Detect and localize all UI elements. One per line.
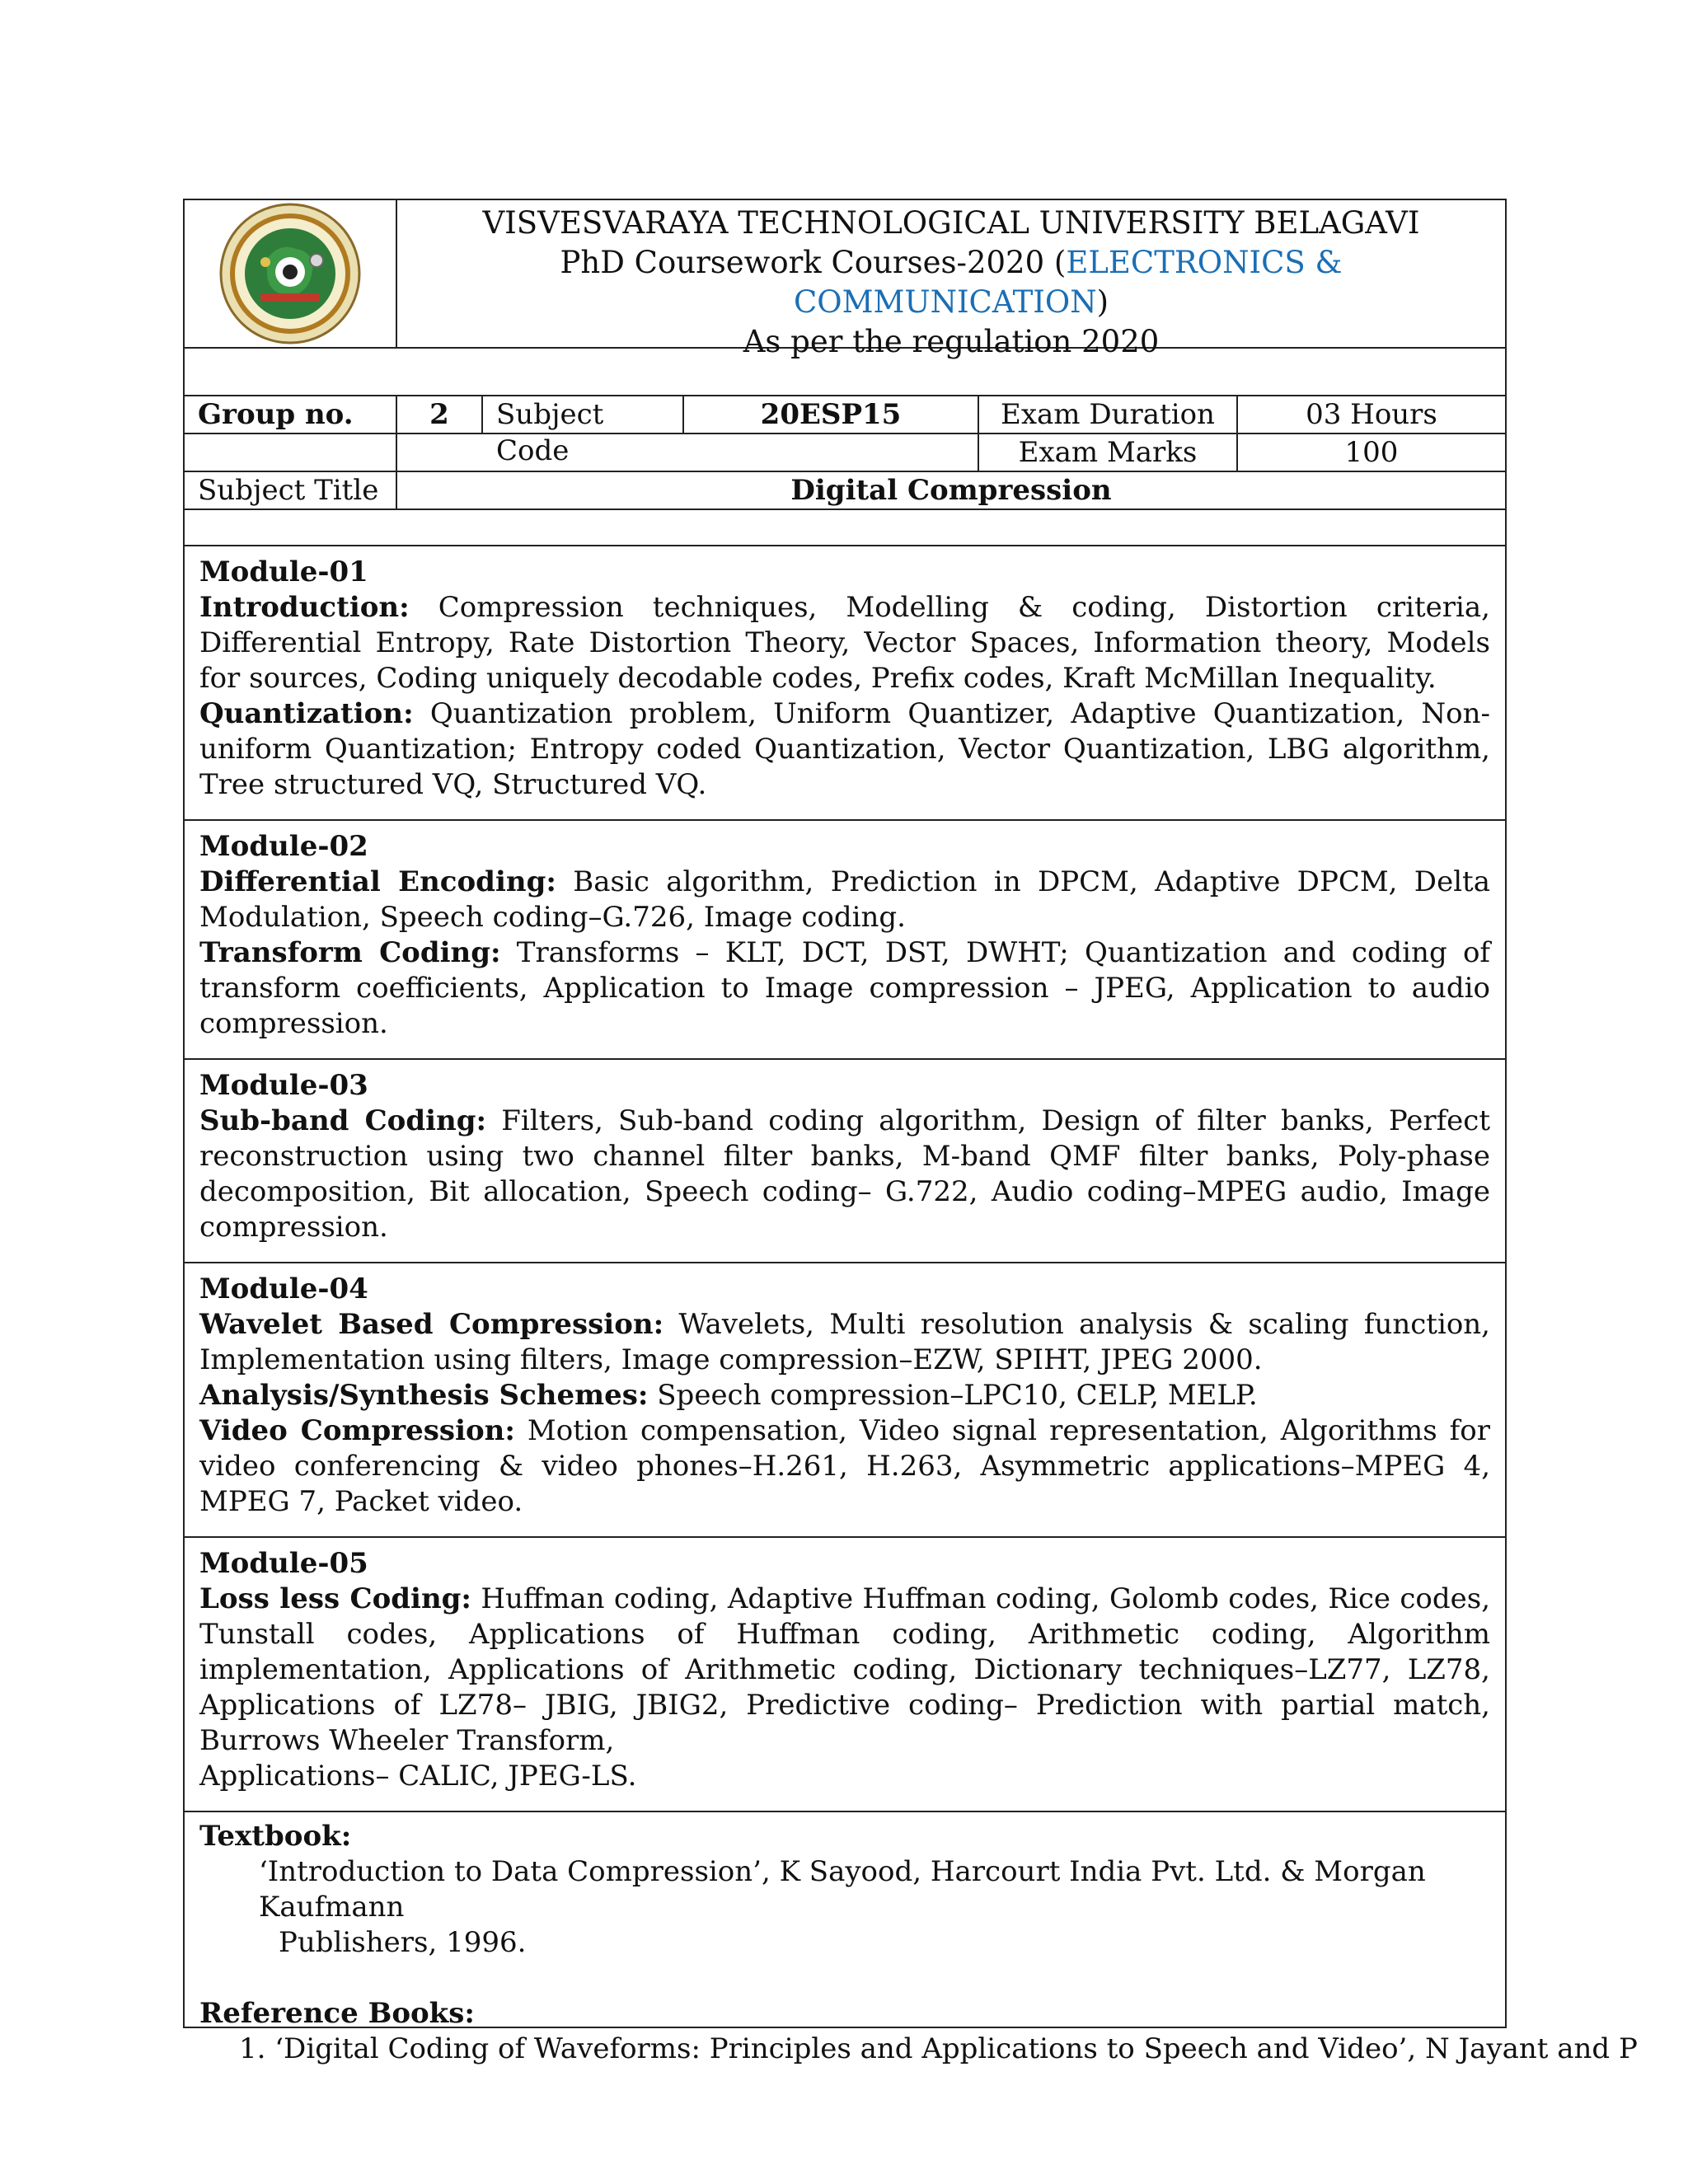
module-paragraph: Wavelet Based Compression: Wavelets, Multi resolution analysis & scaling function, Implementation using filters, Image compression–EZW, SPIHT, JPEG 2000. [199,1308,1490,1376]
module-paragraph: Analysis/Synthesis Schemes: Speech compression–LPC10, CELP, MELP. [199,1379,1258,1412]
subject-code-value: 20ESP15 [684,396,979,433]
header-title-block [397,200,1505,359]
textbook-entry: ‘Introduction to Data Compression’, K Sayood, Harcourt India Pvt. Ltd. & Morgan Kaufmann Publishers, 1996. [259,1855,1426,1959]
empty-cell [185,434,397,471]
module-title: Module-03 [199,1069,368,1102]
books-section [185,1812,1638,2065]
regulation-line: As per the regulation 2020 [743,324,1160,359]
reference-books-label: Reference Books: [199,1997,475,2030]
subject-title-value: Digital Compression [790,474,1112,507]
textbook-label: Textbook: [199,1820,352,1853]
syllabus-table [183,199,1638,2065]
university-emblem-icon [218,201,363,346]
university-name: VISVESVARAYA TECHNOLOGICAL UNIVERSITY BELAGAVI [482,205,1420,241]
module-paragraph: Transform Coding: Transforms – KLT, DCT, DST, DWHT; Quantization and coding of transform coefficients, Application to Image compression – JPEG, Application to audio compression. [199,936,1490,1040]
subject-code-label: Subject Code [483,396,684,433]
info-row-2 [185,434,1505,472]
module-03 [185,1060,1505,1263]
exam-marks-label: Exam Marks [979,434,1238,471]
module-05 [185,1538,1505,1812]
module-paragraph: Introduction: Compression techniques, Modelling & coding, Distortion criteria, Differential Entropy, Rate Distortion Theory, Vector Spaces, Information theory, Models for sources, Coding uniquely decodable codes, Prefix codes, Kraft McMillan Inequality. [199,591,1490,695]
university-logo [185,200,397,347]
module-title: Module-01 [199,555,368,588]
group-label: Group no. [185,396,397,433]
module-paragraph: Differential Encoding: Basic algorithm, Prediction in DPCM, Adaptive DPCM, Delta Modulation, Speech coding–G.726, Image coding. [199,865,1490,934]
module-title: Module-04 [199,1272,368,1305]
module-02 [185,821,1505,1060]
subject-title-label: Subject Title [185,472,397,509]
module-04 [185,1263,1505,1538]
empty-cell [397,434,979,471]
header-row [185,200,1505,359]
exam-marks-value: 100 [1344,436,1399,469]
department-name: ELECTRONICS & COMMUNICATION [793,245,1343,320]
module-title: Module-02 [199,830,368,863]
group-value: 2 [397,396,483,433]
module-paragraph: Quantization: Quantization problem, Uniform Quantizer, Adaptive Quantization, Non-uniform Quantization; Entropy coded Quantization, Vector Quantization, LBG algorithm, Tree structured VQ, Structured VQ. [199,697,1490,801]
exam-duration-label: Exam Duration [979,396,1238,433]
module-paragraph: Applications– CALIC, JPEG-LS. [199,1760,637,1793]
reference-item: 1. ‘Digital Coding of Waveforms: Principles and Applications to Speech and Video’, N Jayant and P [239,2032,1638,2065]
exam-duration-value: 03 Hours [1306,398,1437,431]
course-line: PhD Coursework Courses-2020 (ELECTRONICS & COMMUNICATION) [560,245,1343,320]
module-paragraph: Loss less Coding: Huffman coding, Adaptive Huffman coding, Golomb codes, Rice codes, Tunstall codes, Applications of Huffman coding, Arithmetic coding, Algorithm implementation, Applications of Arithmetic coding, Dictionary techniques–LZ77, LZ78, Applications of LZ78– JBIG, JBIG2, Predictive coding– Prediction with partial match, Burrows Wheeler Transform, [199,1582,1491,1757]
module-paragraph: Sub-band Coding: Filters, Sub-band coding algorithm, Design of filter banks, Perfect reconstruction using two channel filter banks, M-band QMF filter banks, Poly-phase decomposition, Bit allocation, Speech coding– G.722, Audio coding–MPEG audio, Image compression. [199,1104,1491,1244]
module-01 [185,546,1505,821]
subject-title-row [185,472,1505,510]
spacer-row [185,510,1505,546]
module-paragraph: Video Compression: Motion compensation, Video signal representation, Algorithms for video conferencing & video phones–H.261, H.263, Asymmetric applications–MPEG 4, MPEG 7, Packet video. [199,1414,1490,1518]
module-title: Module-05 [199,1547,368,1580]
